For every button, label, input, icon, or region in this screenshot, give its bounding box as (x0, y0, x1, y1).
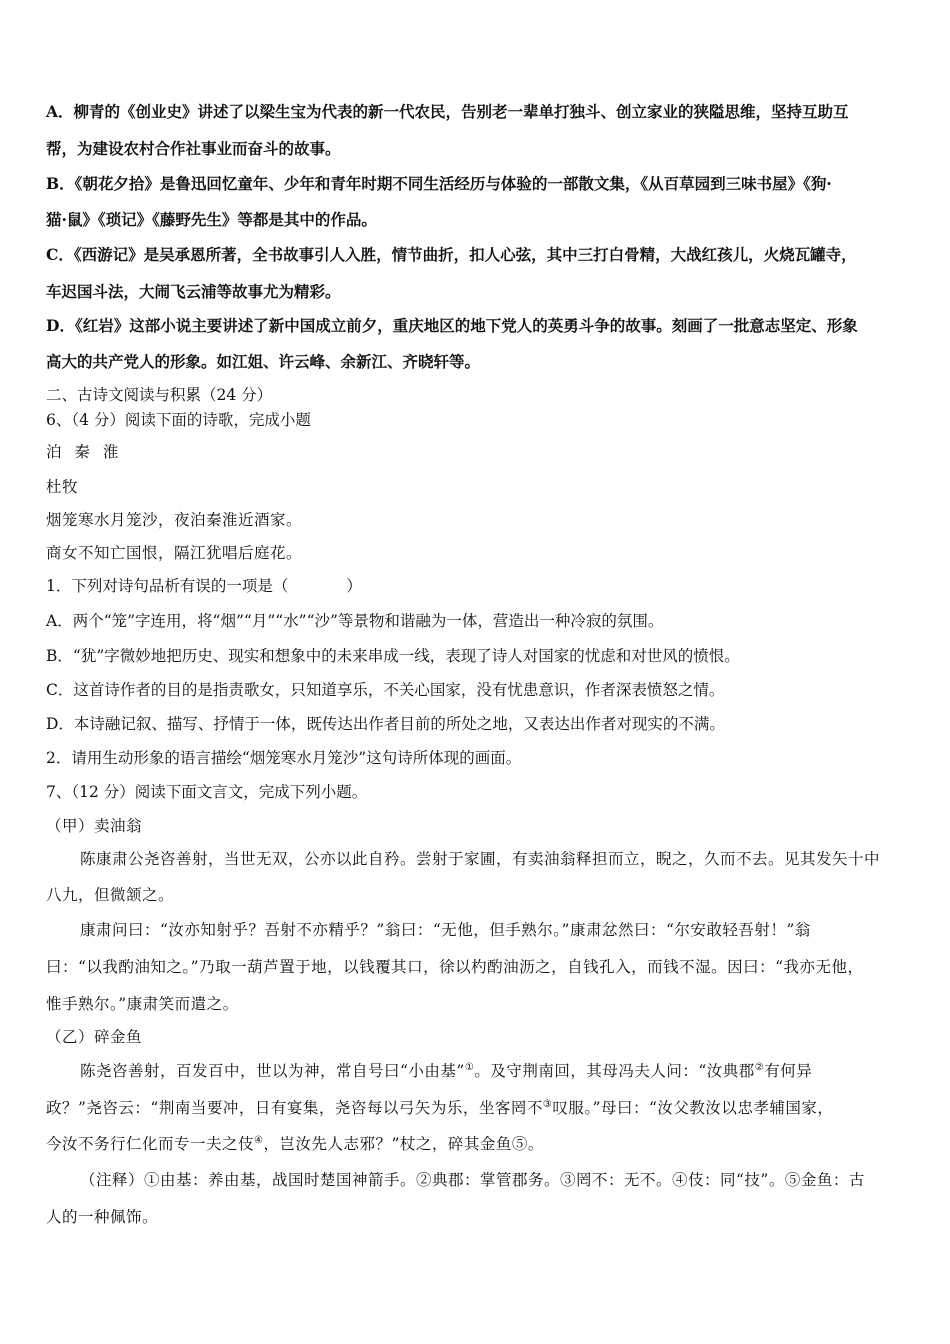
q6-sub1-emphasis: 有误 (179, 577, 211, 595)
poem-title: 泊 秦 淮 (46, 443, 123, 461)
q6-option-a: A．两个“笼”字连用，将“烟”“月”“水”“沙”等景物和谐融为一体，营造出一种冷寂的氛围。 (46, 612, 664, 630)
q5-option-a-line1: A．柳青的《创业史》讲述了以梁生宝为代表的新一代农民，告别老一辈单打独斗、创立家业的狭隘思维，坚持互助互 (46, 102, 849, 121)
passage-yi-line1 (80, 1060, 914, 1082)
passage-yi-line3-b: ，岂汝先人志邪？”杖之，碎其金鱼⑤。 (263, 1135, 544, 1153)
passage-jia-p1-line1: 陈康肃公尧咨善射，当世无双，公亦以此自矜。尝射于家圃，有卖油翁释担而立，睨之，久而不去。见其发矢十中 (80, 850, 881, 868)
footnote-marker-3: ③ (542, 1098, 553, 1110)
annotation-line2: 人的一种佩饰。 (46, 1208, 159, 1226)
passage-yi-title: （乙）碎金鱼 (46, 1028, 143, 1046)
q6-sub1-part-a: 1．下列对诗句品析 (46, 577, 180, 595)
passage-yi-line1-c: 有何异 (764, 1062, 813, 1080)
passage-yi-line2 (46, 1097, 914, 1119)
passage-yi-line3-a: 今汝不务行仁化而专一夫之伎 (46, 1135, 255, 1153)
q6-sub2: 2．请用生动形象的语言描绘“烟笼寒水月笼沙”这句诗所体现的画面。 (46, 749, 522, 767)
passage-yi-line1-b: 。及守荆南回，其母冯夫人问：“汝典郡 (474, 1062, 755, 1080)
poem-author: 杜牧 (46, 478, 79, 496)
q6-sub1 (46, 575, 914, 597)
footnote-marker-1: ① (464, 1061, 475, 1073)
section-heading: 二、古诗文阅读与积累（24 分） (46, 386, 273, 404)
q7-stem: 7、（12 分）阅读下面文言文，完成下列小题。 (46, 783, 368, 801)
q6-option-b: B．“犹”字微妙地把历史、现实和想象中的未来串成一线，表现了诗人对国家的忧虑和对世风的愤恨。 (46, 647, 740, 665)
q5-option-d-line2: 高大的共产党人的形象。如江姐、许云峰、余新江、齐晓轩等。 (46, 352, 481, 371)
q5-option-d-line1: D．《红岩》这部小说主要讲述了新中国成立前夕，重庆地区的地下党人的英勇斗争的故事。刻画了一批意志坚定、形象 (46, 316, 858, 335)
passage-jia-p1-line2: 八九，但微颔之。 (46, 886, 175, 904)
q6-sub1-part-c: 的一项是（ (210, 577, 289, 595)
footnote-marker-4: ④ (254, 1134, 264, 1146)
q6-sub1-part-d: ） (346, 577, 362, 595)
q6-stem: 6、（4 分）阅读下面的诗歌，完成小题 (46, 411, 311, 429)
passage-jia-p2-line1: 康肃问曰：“汝亦知射乎？吾射不亦精乎？”翁曰：“无他，但手熟尔。”康肃忿然曰：“尔安敢轻吾射！”翁 (80, 921, 811, 939)
q6-option-d: D．本诗融记叙、描写、抒情于一体，既传达出作者目前的所处之地，又表达出作者对现实的不满。 (46, 715, 725, 733)
passage-jia-p2-line3: 惟手熟尔。”康肃笑而遣之。 (46, 995, 239, 1013)
poem-line-2: 商女不知亡国恨，隔江犹唱后庭花。 (46, 544, 303, 562)
passage-yi-line3 (46, 1133, 914, 1155)
q6-option-c: C．这首诗作者的目的是指责歌女，只知道享乐，不关心国家，没有忧患意识，作者深表愤怒之情。 (46, 681, 725, 699)
annotation-line1: （注释）①由基：养由基，战国时楚国神箭手。②典郡：掌管郡务。③罔不：无不。④伎：同“技”。⑤金鱼：古 (80, 1171, 865, 1189)
footnote-marker-2: ② (754, 1061, 765, 1073)
q5-option-c-line1: C．《西游记》是吴承恩所著，全书故事引人入胜，情节曲折，扣人心弦，其中三打白骨精，大战红孩儿，火烧瓦罐寺， (46, 245, 857, 264)
poem-line-1: 烟笼寒水月笼沙，夜泊秦淮近酒家。 (46, 511, 303, 529)
q5-option-c-line2: 车迟国斗法，大闹飞云浦等故事尤为精彩。 (46, 282, 341, 301)
q5-option-b-line2: 猫·鼠》《琐记》《藤野先生》等都是其中的作品。 (46, 210, 377, 229)
passage-yi-line1-a: 陈尧咨善射，百发百中，世以为神，常自号曰“小由基” (80, 1062, 465, 1080)
q5-option-a-line2: 帮，为建设农村合作社事业而奋斗的故事。 (46, 139, 341, 158)
passage-jia-title: （甲）卖油翁 (46, 817, 143, 835)
passage-yi-line2-a: 政？”尧咨云：“荆南当要冲，日有宴集，尧咨每以弓矢为乐，坐客罔不 (46, 1099, 543, 1117)
passage-jia-p2-line2: 曰：“以我酌油知之。”乃取一葫芦置于地，以钱覆其口，徐以杓酌油沥之，自钱孔入，而钱不湿。因曰：“我亦无他， (46, 958, 864, 976)
q5-option-b-line1: B．《朝花夕拾》是鲁迅回忆童年、少年和青年时期不同生活经历与体验的一部散文集，《从百草园到三味书屋》《狗· (46, 174, 832, 193)
passage-yi-line2-b: 叹服。”母曰：“汝父教汝以忠孝辅国家， (552, 1099, 834, 1117)
